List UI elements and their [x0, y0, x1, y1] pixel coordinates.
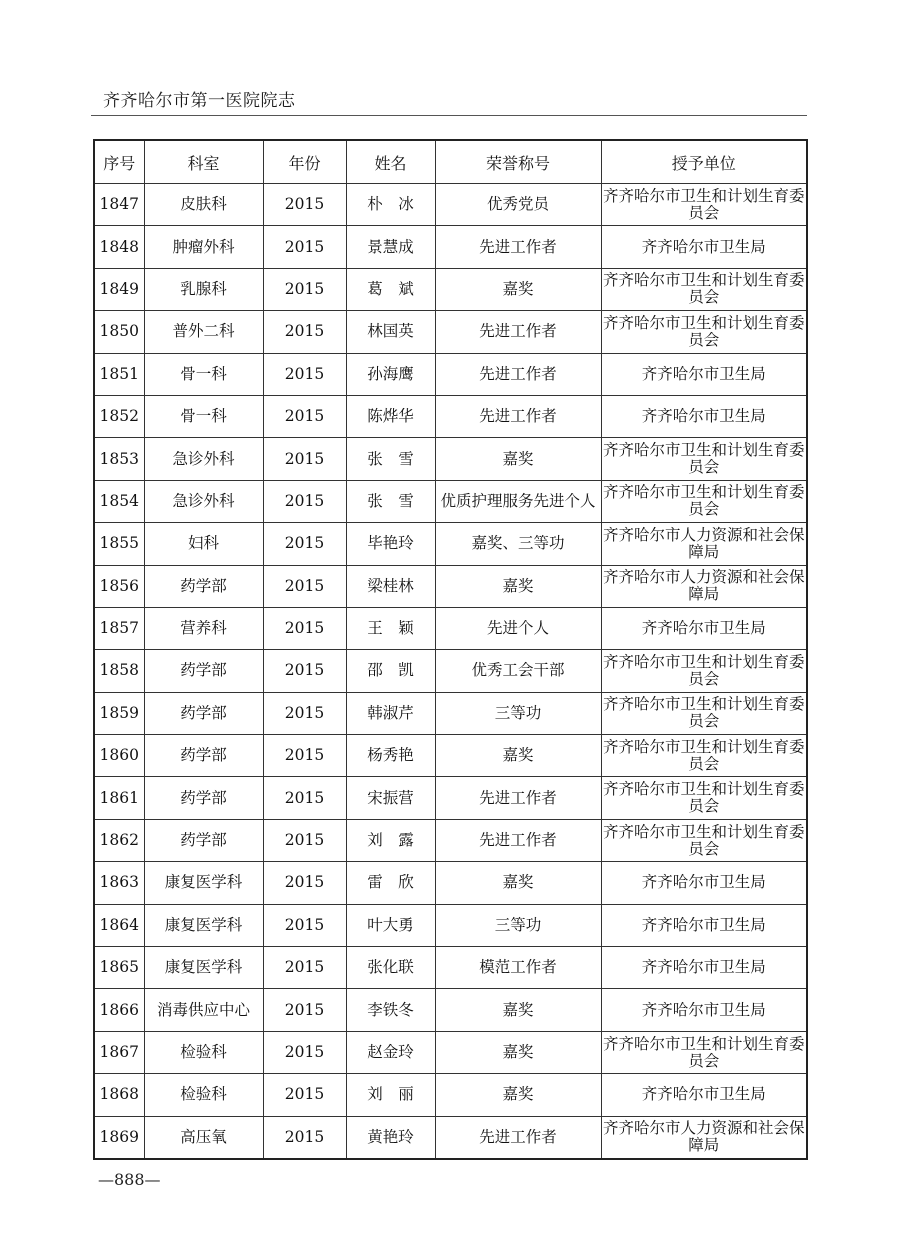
cell-honor: 优质护理服务先进个人	[435, 480, 601, 522]
table-row	[94, 311, 807, 353]
cell-dept: 康复医学科	[144, 862, 263, 904]
cell-name: 李铁冬	[346, 989, 435, 1031]
column-header-dept: 科室	[144, 140, 263, 184]
cell-unit: 齐齐哈尔市卫生局	[601, 226, 807, 268]
cell-honor: 嘉奖	[435, 438, 601, 480]
table-row	[94, 777, 807, 819]
cell-name: 邵 凯	[346, 650, 435, 692]
cell-honor: 嘉奖	[435, 989, 601, 1031]
cell-dept: 乳腺科	[144, 268, 263, 310]
cell-name: 王 颖	[346, 607, 435, 649]
cell-honor: 先进工作者	[435, 226, 601, 268]
cell-seq: 1852	[94, 395, 144, 437]
table-row	[94, 607, 807, 649]
cell-seq: 1869	[94, 1116, 144, 1159]
cell-honor: 三等功	[435, 692, 601, 734]
cell-seq: 1860	[94, 735, 144, 777]
column-header-unit: 授予单位	[601, 140, 807, 184]
cell-unit: 齐齐哈尔市卫生局	[601, 353, 807, 395]
honor-table	[93, 139, 808, 1160]
cell-year: 2015	[263, 268, 346, 310]
cell-unit: 齐齐哈尔市人力资源和社会保障局	[601, 523, 807, 565]
cell-honor: 先进个人	[435, 607, 601, 649]
table-row	[94, 650, 807, 692]
cell-honor: 先进工作者	[435, 777, 601, 819]
cell-name: 叶大勇	[346, 904, 435, 946]
column-header-seq: 序号	[94, 140, 144, 184]
cell-year: 2015	[263, 226, 346, 268]
cell-year: 2015	[263, 1031, 346, 1073]
cell-name: 刘 丽	[346, 1074, 435, 1116]
cell-year: 2015	[263, 1116, 346, 1159]
cell-year: 2015	[263, 607, 346, 649]
table-row	[94, 268, 807, 310]
cell-unit: 齐齐哈尔市卫生和计划生育委员会	[601, 184, 807, 226]
cell-dept: 药学部	[144, 777, 263, 819]
cell-unit: 齐齐哈尔市卫生和计划生育委员会	[601, 819, 807, 861]
cell-seq: 1862	[94, 819, 144, 861]
cell-year: 2015	[263, 989, 346, 1031]
cell-dept: 药学部	[144, 565, 263, 607]
table-row	[94, 1116, 807, 1159]
table-row	[94, 862, 807, 904]
cell-unit: 齐齐哈尔市卫生和计划生育委员会	[601, 735, 807, 777]
cell-name: 林国英	[346, 311, 435, 353]
table-row	[94, 989, 807, 1031]
table-row	[94, 947, 807, 989]
cell-dept: 药学部	[144, 819, 263, 861]
cell-year: 2015	[263, 777, 346, 819]
cell-dept: 康复医学科	[144, 904, 263, 946]
cell-seq: 1857	[94, 607, 144, 649]
cell-year: 2015	[263, 311, 346, 353]
cell-year: 2015	[263, 565, 346, 607]
cell-seq: 1847	[94, 184, 144, 226]
cell-seq: 1855	[94, 523, 144, 565]
cell-dept: 药学部	[144, 692, 263, 734]
cell-honor: 三等功	[435, 904, 601, 946]
cell-year: 2015	[263, 947, 346, 989]
cell-dept: 皮肤科	[144, 184, 263, 226]
cell-dept: 康复医学科	[144, 947, 263, 989]
cell-name: 雷 欣	[346, 862, 435, 904]
cell-name: 黄艳玲	[346, 1116, 435, 1159]
cell-dept: 骨一科	[144, 353, 263, 395]
cell-dept: 急诊外科	[144, 480, 263, 522]
cell-unit: 齐齐哈尔市卫生和计划生育委员会	[601, 777, 807, 819]
table-row	[94, 735, 807, 777]
cell-year: 2015	[263, 438, 346, 480]
cell-seq: 1863	[94, 862, 144, 904]
cell-seq: 1866	[94, 989, 144, 1031]
cell-dept: 肿瘤外科	[144, 226, 263, 268]
cell-honor: 嘉奖	[435, 1031, 601, 1073]
cell-year: 2015	[263, 523, 346, 565]
cell-honor: 模范工作者	[435, 947, 601, 989]
cell-name: 刘 露	[346, 819, 435, 861]
cell-honor: 嘉奖	[435, 565, 601, 607]
cell-name: 韩淑芹	[346, 692, 435, 734]
cell-year: 2015	[263, 395, 346, 437]
cell-year: 2015	[263, 904, 346, 946]
cell-seq: 1864	[94, 904, 144, 946]
table-row	[94, 904, 807, 946]
column-header-honor: 荣誉称号	[435, 140, 601, 184]
cell-unit: 齐齐哈尔市人力资源和社会保障局	[601, 565, 807, 607]
table-row	[94, 819, 807, 861]
table-row	[94, 523, 807, 565]
cell-unit: 齐齐哈尔市卫生和计划生育委员会	[601, 480, 807, 522]
cell-name: 朴 冰	[346, 184, 435, 226]
cell-honor: 先进工作者	[435, 395, 601, 437]
cell-unit: 齐齐哈尔市卫生局	[601, 989, 807, 1031]
table-row	[94, 1031, 807, 1073]
cell-dept: 普外二科	[144, 311, 263, 353]
table-row	[94, 353, 807, 395]
cell-name: 赵金玲	[346, 1031, 435, 1073]
table-row	[94, 1074, 807, 1116]
cell-seq: 1868	[94, 1074, 144, 1116]
table-row	[94, 692, 807, 734]
table-body	[94, 184, 807, 1159]
cell-unit: 齐齐哈尔市人力资源和社会保障局	[601, 1116, 807, 1159]
cell-dept: 药学部	[144, 650, 263, 692]
page-header-title: 齐齐哈尔市第一医院院志	[103, 91, 296, 111]
cell-year: 2015	[263, 650, 346, 692]
cell-unit: 齐齐哈尔市卫生局	[601, 904, 807, 946]
cell-unit: 齐齐哈尔市卫生局	[601, 607, 807, 649]
cell-seq: 1858	[94, 650, 144, 692]
cell-name: 陈烨华	[346, 395, 435, 437]
column-header-name: 姓名	[346, 140, 435, 184]
cell-seq: 1856	[94, 565, 144, 607]
cell-dept: 高压氧	[144, 1116, 263, 1159]
table-row	[94, 480, 807, 522]
cell-seq: 1865	[94, 947, 144, 989]
cell-dept: 检验科	[144, 1031, 263, 1073]
cell-year: 2015	[263, 353, 346, 395]
cell-name: 梁桂林	[346, 565, 435, 607]
cell-honor: 先进工作者	[435, 353, 601, 395]
cell-seq: 1849	[94, 268, 144, 310]
cell-seq: 1850	[94, 311, 144, 353]
column-header-year: 年份	[263, 140, 346, 184]
cell-name: 景慧成	[346, 226, 435, 268]
cell-name: 张化联	[346, 947, 435, 989]
table-row	[94, 565, 807, 607]
cell-unit: 齐齐哈尔市卫生局	[601, 1074, 807, 1116]
cell-seq: 1867	[94, 1031, 144, 1073]
table-row	[94, 226, 807, 268]
header-divider	[91, 115, 807, 116]
cell-unit: 齐齐哈尔市卫生和计划生育委员会	[601, 692, 807, 734]
cell-unit: 齐齐哈尔市卫生局	[601, 862, 807, 904]
cell-dept: 药学部	[144, 735, 263, 777]
cell-dept: 骨一科	[144, 395, 263, 437]
cell-year: 2015	[263, 480, 346, 522]
cell-honor: 先进工作者	[435, 311, 601, 353]
cell-name: 毕艳玲	[346, 523, 435, 565]
cell-name: 张 雪	[346, 480, 435, 522]
cell-unit: 齐齐哈尔市卫生和计划生育委员会	[601, 1031, 807, 1073]
cell-year: 2015	[263, 735, 346, 777]
cell-seq: 1859	[94, 692, 144, 734]
cell-honor: 嘉奖	[435, 735, 601, 777]
table-row	[94, 438, 807, 480]
cell-year: 2015	[263, 1074, 346, 1116]
cell-unit: 齐齐哈尔市卫生和计划生育委员会	[601, 650, 807, 692]
cell-dept: 检验科	[144, 1074, 263, 1116]
cell-unit: 齐齐哈尔市卫生和计划生育委员会	[601, 438, 807, 480]
cell-dept: 消毒供应中心	[144, 989, 263, 1031]
page-number: —888—	[98, 1170, 161, 1189]
cell-dept: 急诊外科	[144, 438, 263, 480]
cell-seq: 1851	[94, 353, 144, 395]
cell-name: 张 雪	[346, 438, 435, 480]
cell-dept: 营养科	[144, 607, 263, 649]
cell-seq: 1861	[94, 777, 144, 819]
cell-honor: 嘉奖	[435, 862, 601, 904]
cell-name: 杨秀艳	[346, 735, 435, 777]
cell-dept: 妇科	[144, 523, 263, 565]
cell-honor: 嘉奖	[435, 1074, 601, 1116]
cell-name: 宋振营	[346, 777, 435, 819]
cell-unit: 齐齐哈尔市卫生局	[601, 947, 807, 989]
cell-name: 葛 斌	[346, 268, 435, 310]
table-row	[94, 395, 807, 437]
cell-unit: 齐齐哈尔市卫生和计划生育委员会	[601, 311, 807, 353]
cell-honor: 优秀工会干部	[435, 650, 601, 692]
cell-year: 2015	[263, 184, 346, 226]
cell-year: 2015	[263, 819, 346, 861]
cell-honor: 先进工作者	[435, 819, 601, 861]
cell-honor: 嘉奖、三等功	[435, 523, 601, 565]
cell-honor: 嘉奖	[435, 268, 601, 310]
cell-unit: 齐齐哈尔市卫生局	[601, 395, 807, 437]
cell-honor: 优秀党员	[435, 184, 601, 226]
table-row	[94, 184, 807, 226]
cell-seq: 1853	[94, 438, 144, 480]
cell-seq: 1848	[94, 226, 144, 268]
table-header-row	[94, 140, 807, 184]
cell-seq: 1854	[94, 480, 144, 522]
cell-honor: 先进工作者	[435, 1116, 601, 1159]
cell-year: 2015	[263, 862, 346, 904]
cell-name: 孙海鹰	[346, 353, 435, 395]
cell-unit: 齐齐哈尔市卫生和计划生育委员会	[601, 268, 807, 310]
cell-year: 2015	[263, 692, 346, 734]
